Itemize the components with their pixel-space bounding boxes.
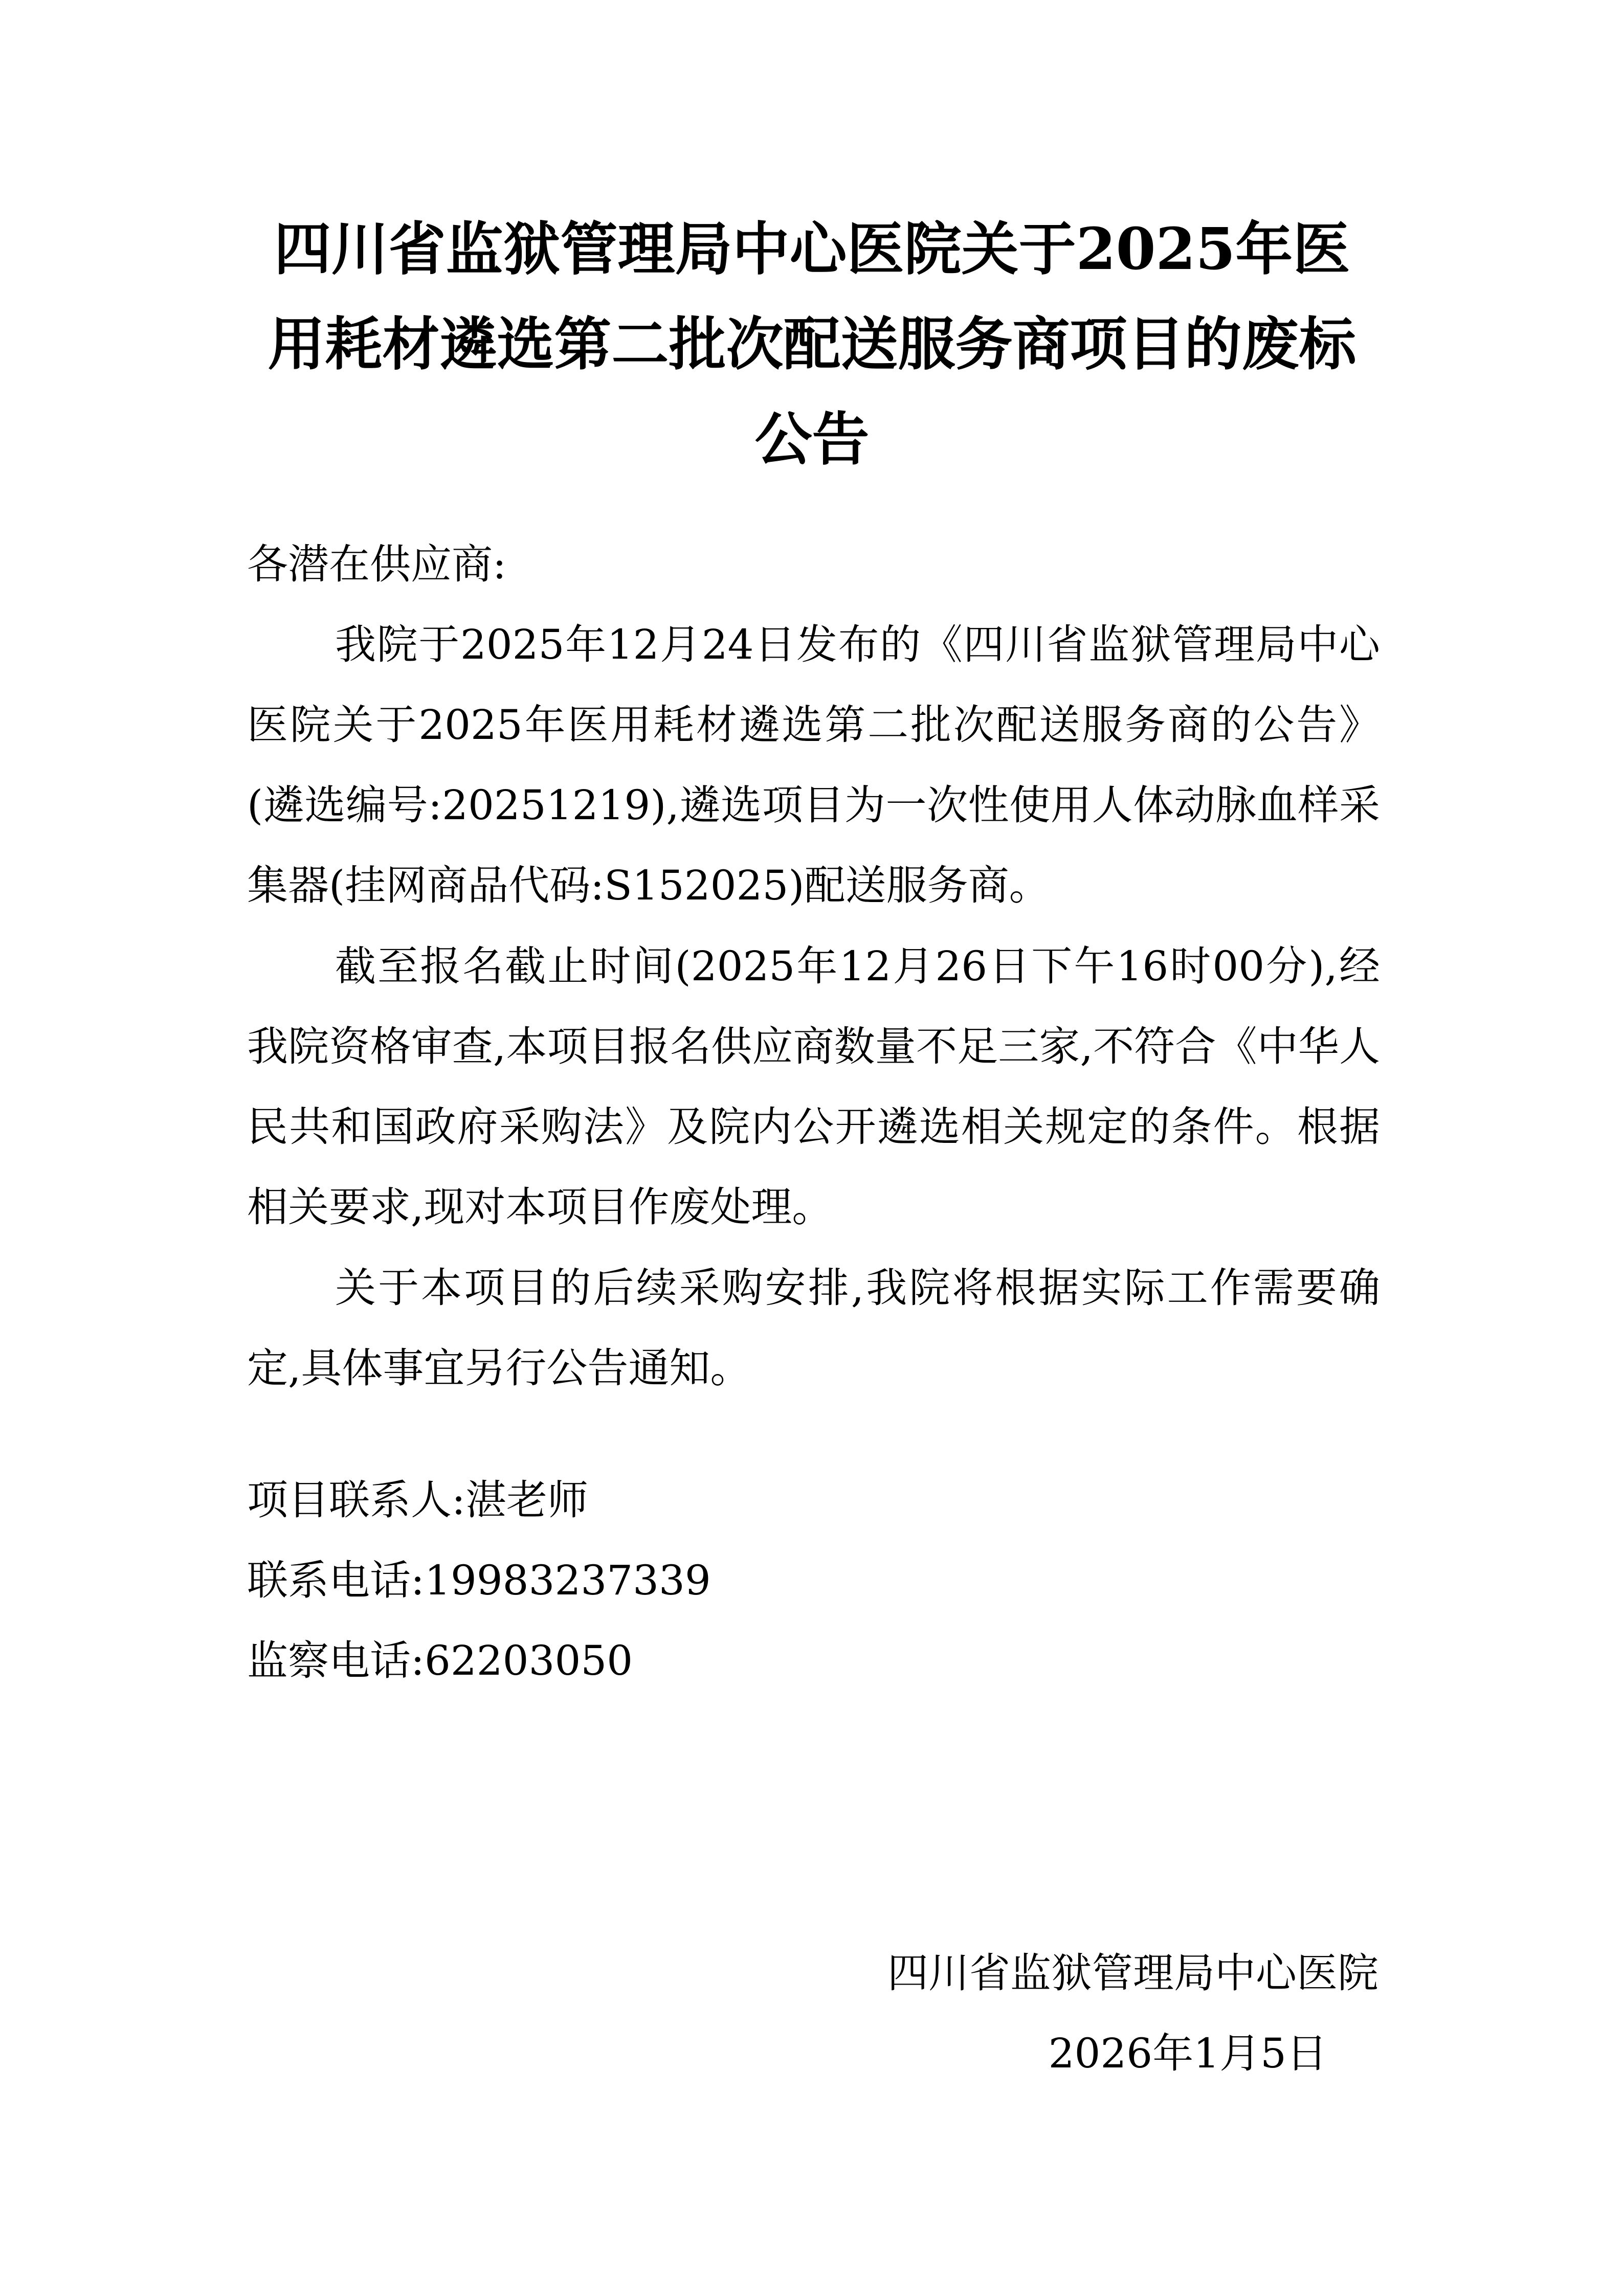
contact-person: 项目联系人:湛老师 — [247, 1476, 588, 1524]
signature-organization: 四川省监狱管理局中心医院 — [887, 1949, 1378, 1997]
paragraph-follow-up: 关于本项目的后续采购安排,我院将根据实际工作需要确定,具体事宜另行公告通知。 — [247, 1264, 1380, 1392]
document-title: 四川省监狱管理局中心医院关于2025年医用耗材遴选第二批次配送服务商项目的废标公告 — [268, 216, 1356, 473]
salutation: 各潜在供应商: — [247, 541, 506, 588]
supervision-phone: 监察电话:62203050 — [247, 1637, 633, 1684]
contact-phone: 联系电话:19983237339 — [247, 1557, 711, 1604]
paragraph-announcement: 我院于2025年12月24日发布的《四川省监狱管理局中心医院关于2025年医用耗材遴选第二批次配送服务商的公告》(遴选编号:20251219),遴选项目为一次性使用人体动脉血样采集器(挂网商品代码:S152025)配送服务商。 — [247, 621, 1380, 909]
signature-date: 2026年1月5日 — [1048, 2030, 1327, 2077]
paragraph-cancellation-reason: 截至报名截止时间(2025年12月26日下午16时00分),经我院资格审查,本项目报名供应商数量不足三家,不符合《中华人民共和国政府采购法》及院内公开遴选相关规定的条件。根据相关要求,现对本项目作废处理。 — [247, 942, 1380, 1231]
